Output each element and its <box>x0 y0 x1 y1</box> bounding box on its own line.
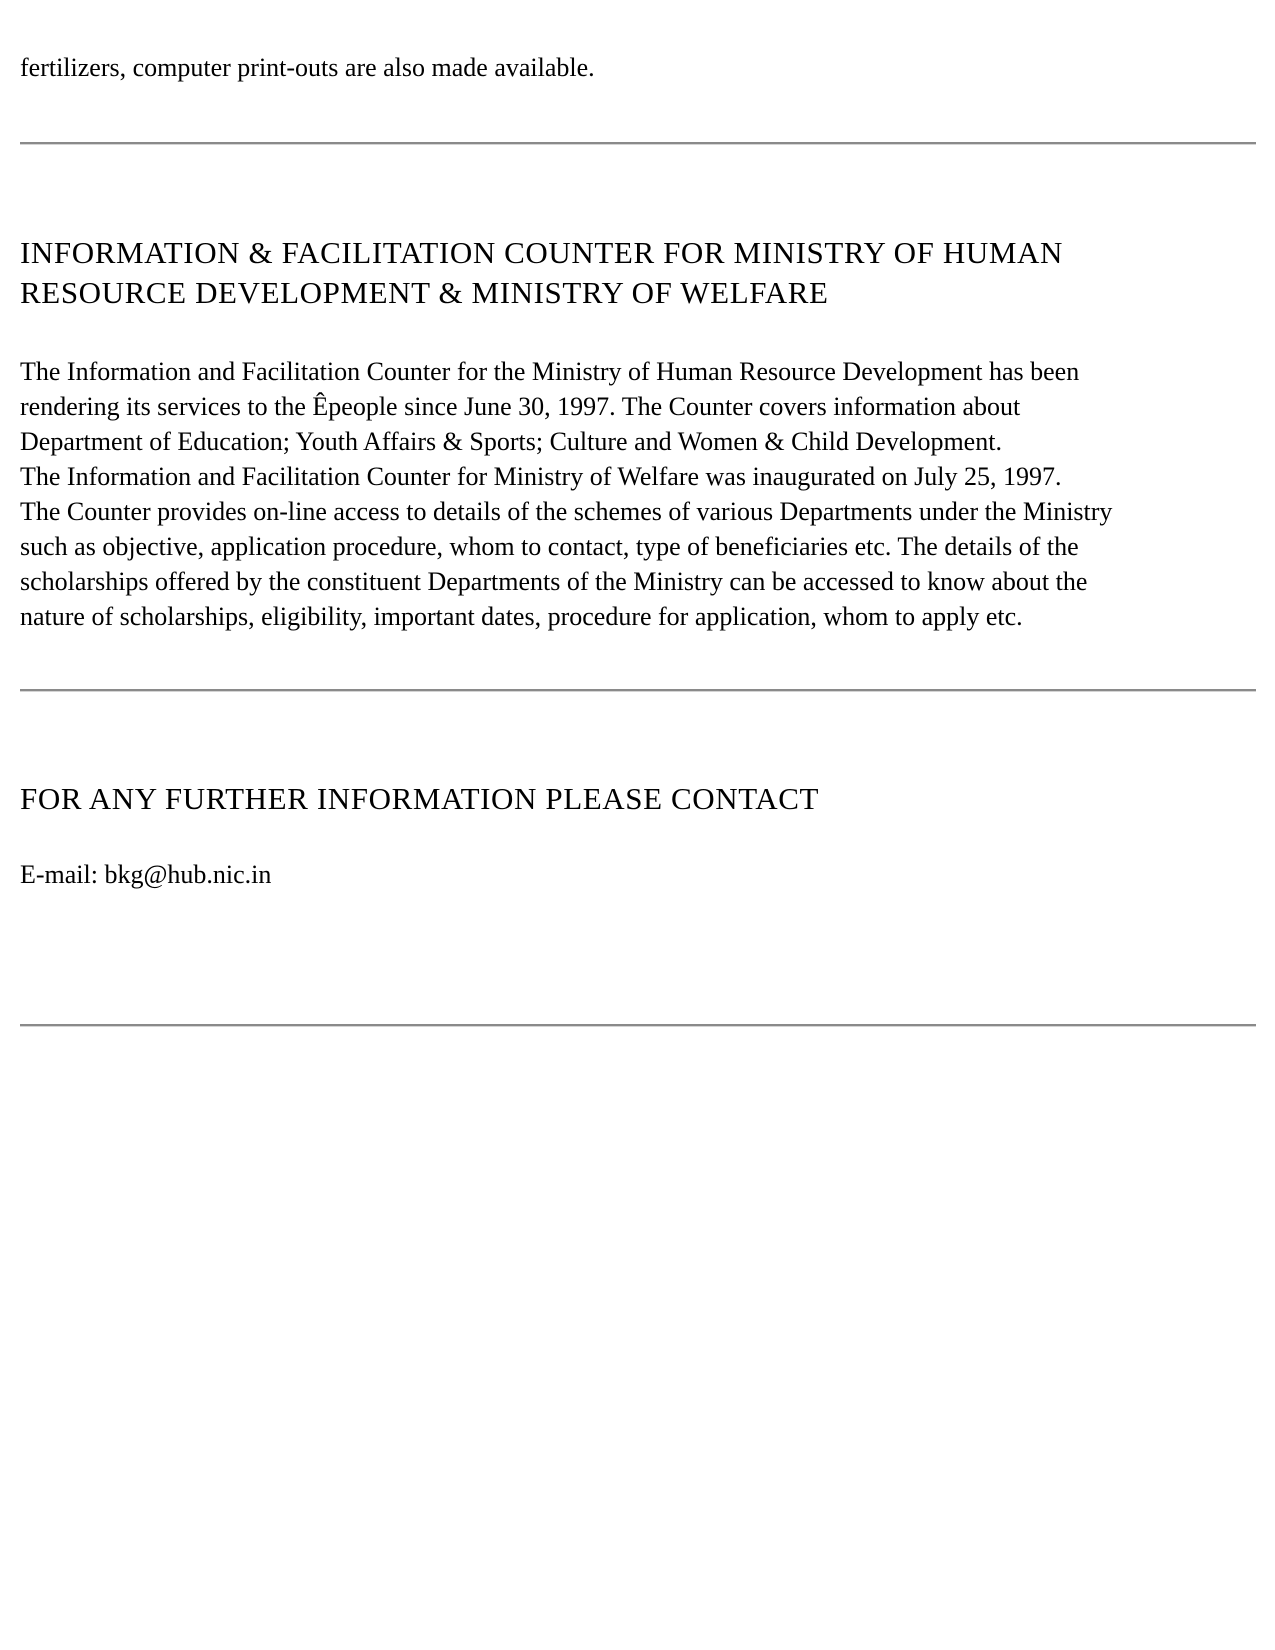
heading-line-1: INFORMATION & FACILITATION COUNTER FOR MINISTRY OF HUMAN <box>20 235 1063 270</box>
horizontal-rule <box>20 142 1256 145</box>
counter-description <box>20 354 1260 634</box>
body-line: The Information and Facilitation Counter for Ministry of Welfare was inaugurated on July 25, 1997. <box>20 462 1062 491</box>
body-line: rendering its services to the Êpeople since June 30, 1997. The Counter covers information about <box>20 392 1021 421</box>
body-line: The Counter provides on-line access to details of the schemes of various Departments under the Ministry <box>20 497 1113 526</box>
body-line: nature of scholarships, eligibility, important dates, procedure for application, whom to apply etc. <box>20 602 1023 631</box>
horizontal-rule <box>20 689 1256 692</box>
horizontal-rule <box>20 1024 1256 1027</box>
heading-line-2: RESOURCE DEVELOPMENT & MINISTRY OF WELFARE <box>20 275 829 310</box>
section-heading-counter <box>20 233 1256 313</box>
body-line: Department of Education; Youth Affairs & Sports; Culture and Women & Child Development. <box>20 427 1002 456</box>
intro-paragraph: fertilizers, computer print-outs are also made available. <box>20 53 595 82</box>
body-line: scholarships offered by the constituent Departments of the Ministry can be accessed to know about the <box>20 567 1088 596</box>
body-line: such as objective, application procedure, whom to contact, type of beneficiaries etc. The details of the <box>20 532 1079 561</box>
body-line: The Information and Facilitation Counter for the Ministry of Human Resource Development has been <box>20 357 1080 386</box>
section-heading-contact: FOR ANY FURTHER INFORMATION PLEASE CONTACT <box>20 781 820 816</box>
contact-email: E-mail: bkg@hub.nic.in <box>20 860 272 889</box>
